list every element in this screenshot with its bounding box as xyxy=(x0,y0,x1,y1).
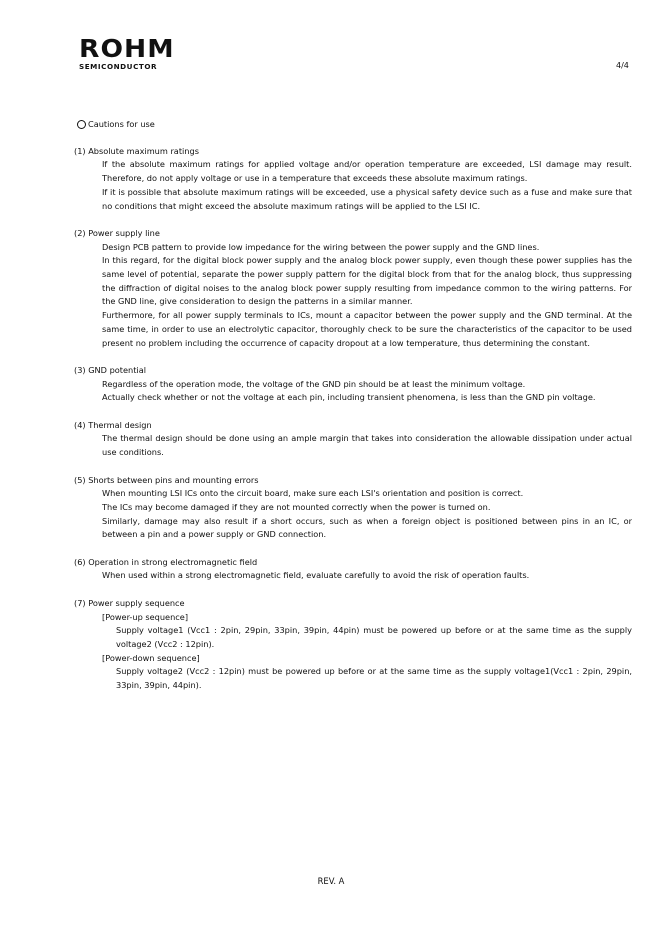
section-power-supply-sequence xyxy=(74,597,632,693)
page-title-text: Cautions for use xyxy=(88,119,155,129)
section-paragraph: Furthermore, for all power supply terminals to ICs, mount a capacitor between the power supply and the GND terminal. At the same time, in order to use an electrolytic capacitor, thoroughly check to be sure the characteristics of the capacitor to be used present no problem including the occurrence of capacity dropout at a low temperature, thus determining the constant. xyxy=(102,310,632,348)
section-heading: (5) Shorts between pins and mounting errors xyxy=(74,474,259,485)
section-paragraph: If it is possible that absolute maximum ratings will be exceeded, use a physical safety device such as a fuse and make sure that no conditions that might exceed the absolute maximum ratings will be applied to the LSI IC. xyxy=(102,186,632,211)
caution-section xyxy=(74,227,632,350)
caution-section xyxy=(74,364,632,405)
section-paragraph: Similarly, damage may also result if a short occurs, such as when a foreign object is positioned between pins in an IC, or between a pin and a power supply or GND connection. xyxy=(102,515,632,540)
section-paragraph: When mounting LSI ICs onto the circuit board, make sure each LSI's orientation and position is correct. xyxy=(102,488,524,499)
revision-footer: REV. A xyxy=(317,876,345,886)
caution-section xyxy=(74,145,632,214)
section-paragraph: When used within a strong electromagnetic field, evaluate carefully to avoid the risk of operation faults. xyxy=(102,570,530,581)
section-heading: (6) Operation in strong electromagnetic field xyxy=(74,556,258,567)
section-paragraph: The ICs may become damaged if they are not mounted correctly when the power is turned on. xyxy=(102,501,491,512)
logo-sub-text: SEMICONDUCTOR xyxy=(79,62,158,71)
section-heading: (2) Power supply line xyxy=(74,227,160,238)
section-paragraph: The thermal design should be done using an ample margin that takes into consideration the allowable dissipation under actual use conditions. xyxy=(102,433,632,458)
caution-section xyxy=(74,419,632,460)
document-body xyxy=(74,118,632,706)
rohm-logo xyxy=(79,34,175,71)
sections-list xyxy=(74,145,632,583)
circle-bullet-icon xyxy=(77,120,86,129)
section-heading: (7) Power supply sequence xyxy=(74,597,185,608)
section-paragraph: Regardless of the operation mode, the voltage of the GND pin should be at least the minimum voltage. xyxy=(102,378,526,389)
powerdown-sequence-label: [Power-down sequence] xyxy=(102,652,200,663)
powerdown-sequence-text: Supply voltage2 (Vcc2 : 12pin) must be powered up before or at the same time as the supply voltage1(Vcc1 : 2pin, 29pin, 33pin, 39pin, 44pin). xyxy=(116,666,632,691)
section-paragraph: Design PCB pattern to provide low impedance for the wiring between the power supply and the GND lines. xyxy=(102,241,540,252)
powerup-sequence-label: [Power-up sequence] xyxy=(102,611,189,622)
section-heading: (4) Thermal design xyxy=(74,419,152,430)
caution-section xyxy=(74,556,632,583)
section-heading: (3) GND potential xyxy=(74,364,146,375)
section-paragraph: If the absolute maximum ratings for applied voltage and/or operation temperature are exceeded, LSI damage may result. Therefore, do not apply voltage or use in a temperature that exceeds these absolute maximum ratings. xyxy=(102,159,632,184)
section-paragraph: In this regard, for the digital block power supply and the analog block power supply, even though these power supplies has the same level of potential, separate the power supply pattern for the digital block from that for the analog block, thus suppressing the diffraction of digital noises to the analog block power supply resulting from impedance common to the wiring patterns. For the GND line, give consideration to design the patterns in a similar manner. xyxy=(102,255,632,307)
powerup-sequence-text: Supply voltage1 (Vcc1 : 2pin, 29pin, 33pin, 39pin, 44pin) must be powered up before or at the same time as the supply voltage2 (Vcc2 : 12pin). xyxy=(116,625,632,649)
page-title xyxy=(74,118,632,132)
logo-main-text: ROHM xyxy=(79,34,175,63)
section-heading: (1) Absolute maximum ratings xyxy=(74,145,199,156)
section-paragraph: Actually check whether or not the voltage at each pin, including transient phenomena, is less than the GND pin voltage. xyxy=(102,392,596,403)
caution-section xyxy=(74,474,632,543)
page-number: 4/4 xyxy=(616,61,629,70)
